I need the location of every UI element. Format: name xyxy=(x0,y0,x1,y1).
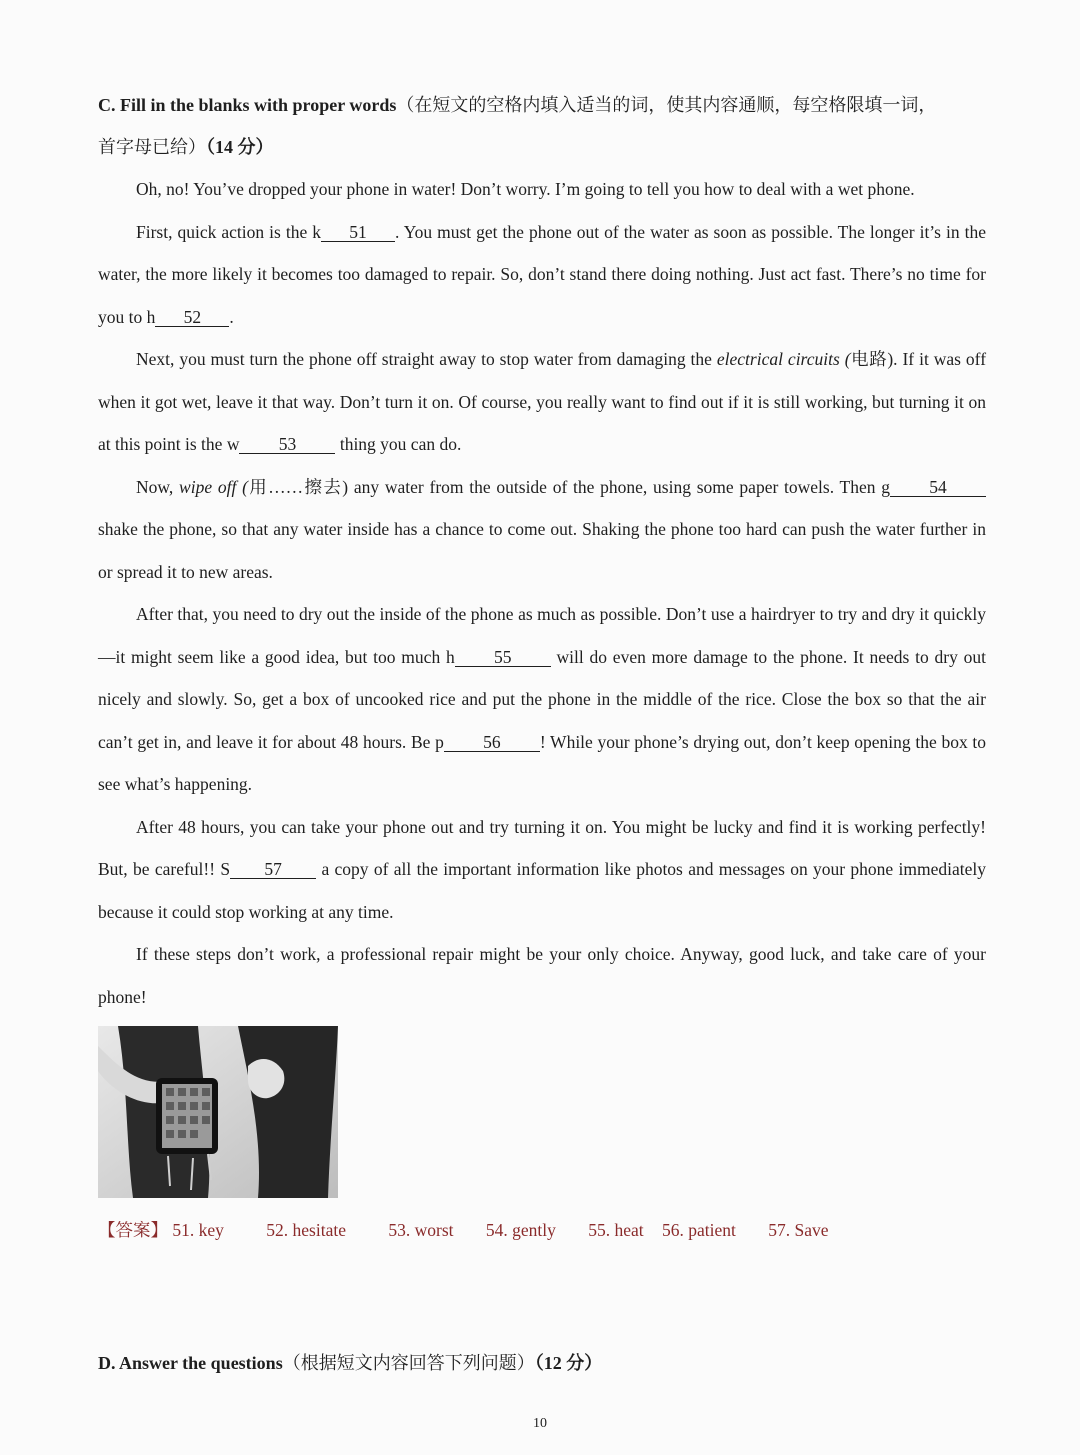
document-page xyxy=(98,84,986,1250)
answer-54: 54. gently xyxy=(485,1220,556,1240)
blank-51[interactable]: 51 xyxy=(321,223,395,242)
paragraph-3: Next, you must turn the phone off straight away to stop water from damaging the electrical circuits (电路). If it was off when it got wet, leave it that way. Don’t turn it on. Of course, you really want to find out if it is still working, but turning it on at this point is the w 53 thing you can do. xyxy=(98,349,987,454)
section-c-heading xyxy=(98,84,986,168)
answer-53: 53. worst xyxy=(388,1220,454,1240)
blank-54[interactable]: 54 xyxy=(890,478,986,497)
blank-53[interactable]: 53 xyxy=(239,435,335,454)
answer-55: 55. heat xyxy=(588,1220,644,1240)
section-c-title: C. Fill in the blanks with proper words xyxy=(98,95,397,115)
wet-phone-photo xyxy=(98,1026,338,1198)
section-c-instructions: （在短文的空格内填入适当的词，使其内容通顺，每空格限填一词， xyxy=(396,95,937,115)
paragraph-7: If these steps don’t work, a professional repair might be your only choice. Anyway, good luck, and take care of your phone! xyxy=(98,944,986,1007)
answer-label: 【答案】 xyxy=(98,1220,168,1240)
paragraph-1: Oh, no! You’ve dropped your phone in water! Don’t worry. I’m going to tell you how to deal with a wet phone. xyxy=(136,179,915,199)
answer-key xyxy=(98,1210,986,1250)
paragraph-4: Now, wipe off (用……擦去) any water from the outside of the phone, using some paper towels. Then g 54 shake the phone, so that any water inside has a chance to come out. Shaking the phone too hard can push the water further in or spread it to new areas. xyxy=(98,476,986,582)
section-d-title: D. Answer the questions xyxy=(98,1353,283,1373)
section-c-score: （14 分） xyxy=(206,137,274,157)
answer-57: 57. Save xyxy=(768,1220,829,1240)
paragraph-6: After 48 hours, you can take your phone out and try turning it on. You might be lucky and find it is working perfectly! But, be careful!! S 57 a copy of all the important information like photos and messages on your phone immediately because it could stop working at any time. xyxy=(98,816,987,922)
answer-56: 56. patient xyxy=(662,1220,736,1240)
blank-57[interactable]: 57 xyxy=(230,860,316,879)
answer-52: 52. hesitate xyxy=(266,1220,346,1240)
paragraph-2: First, quick action is the k 51 . You must get the phone out of the water as soon as possible. The longer it’s in the water, the more likely it becomes too damaged to repair. So, don’t stand there doing nothing. Just act fast. There’s no time for you to h 52 . xyxy=(98,221,986,327)
section-d-heading xyxy=(98,1342,602,1384)
section-d-instructions: （根据短文内容回答下列问题） xyxy=(282,1353,535,1373)
page-number: 10 xyxy=(533,1416,547,1431)
blank-55[interactable]: 55 xyxy=(455,648,551,667)
section-c-instructions-line2: 首字母已给） xyxy=(98,137,206,157)
blank-56[interactable]: 56 xyxy=(444,733,540,752)
answer-51: 51. key xyxy=(172,1220,224,1240)
paragraph-5: After that, you need to dry out the inside of the phone as much as possible. Don’t use a hairdryer to try and dry it quickly—it might seem like a good idea, but too much h 55 will do even more damage to the phone. It needs to dry out nicely and slowly. So, get a box of uncooked rice and put the phone in the middle of the rice. Close the box so that the air can’t get in, and leave it for about 48 hours. Be p 56 ! While your phone’s drying out, don’t keep opening the box to see what’s happening. xyxy=(98,604,987,794)
blank-52[interactable]: 52 xyxy=(155,308,229,327)
section-d-score: （12 分） xyxy=(534,1353,603,1373)
wet-phone-illustration xyxy=(98,1026,338,1198)
